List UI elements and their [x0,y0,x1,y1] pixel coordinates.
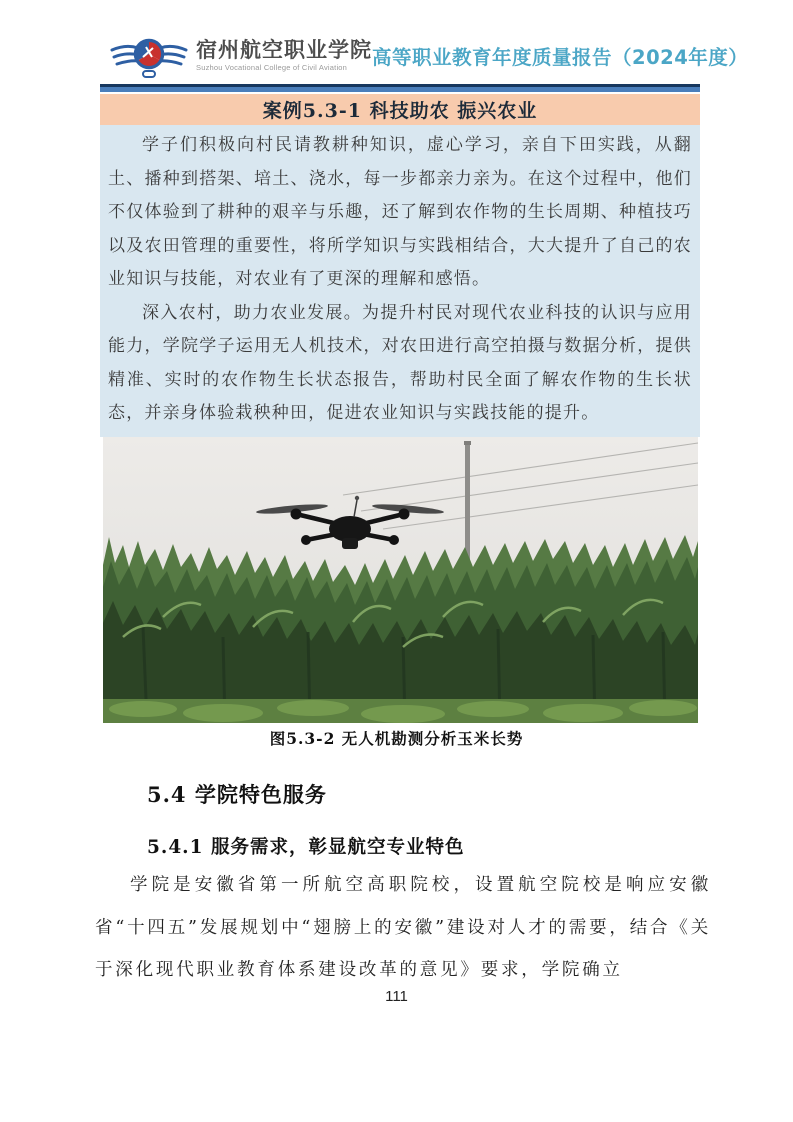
school-logo-icon [108,30,190,82]
section-heading-5-4: 5.4 学院特色服务 [147,782,327,807]
header-rule [100,84,700,92]
case-body [100,125,700,437]
school-name-block [196,40,372,72]
figure-caption: 图5.3-2 无人机勘测分析玉米长势 [269,729,524,748]
case-title-bar: 案例5.3-1 科技助农 振兴农业 [100,94,700,125]
case-paragraph-2: 深入农村，助力农业发展。为提升村民对现代农业科技的认识与应用能力，学院学子运用无人机技术，对农田进行高空拍摄与数据分析，提供精准、实时的农作物生长状态报告，帮助村民全面了解农作物的生长状态，并亲身体验栽秧种田，促进农业知识与实践技能的提升。 [108,302,692,423]
section-paragraph: 学院是安徽省第一所航空高职院校，设置航空院校是响应安徽省“十四五”发展规划中“翅膀上的安徽”建设对人才的需要，结合《关于深化现代职业教育体系建设改革的意见》要求，学院确立 [95,875,711,980]
report-title: 高等职业教育年度质量报告（2024年度） [372,46,749,69]
school-name-en: Suzhou Vocational College of Civil Aviation [196,63,348,73]
school-name-cn: 宿州航空职业学院 [196,39,372,63]
page-header [108,30,749,82]
case-paragraph-1: 学子们积极向村民请教耕种知识，虚心学习，亲自下田实践，从翻土、播种到搭架、培土、浇水，每一步都亲力亲为。在这个过程中，他们不仅体验到了耕种的艰辛与乐趣，还了解到农作物的生长周期、种植技巧以及农田管理的重要性，将所学知识与实践相结合，大大提升了自己的农业知识与技能，对农业有了更深的理解和感悟。 [108,135,692,289]
drone-cornfield-photo [103,437,698,723]
section-heading-5-4-1: 5.4.1 服务需求，彰显航空专业特色 [147,837,465,858]
page-number: 111 [385,988,408,1005]
